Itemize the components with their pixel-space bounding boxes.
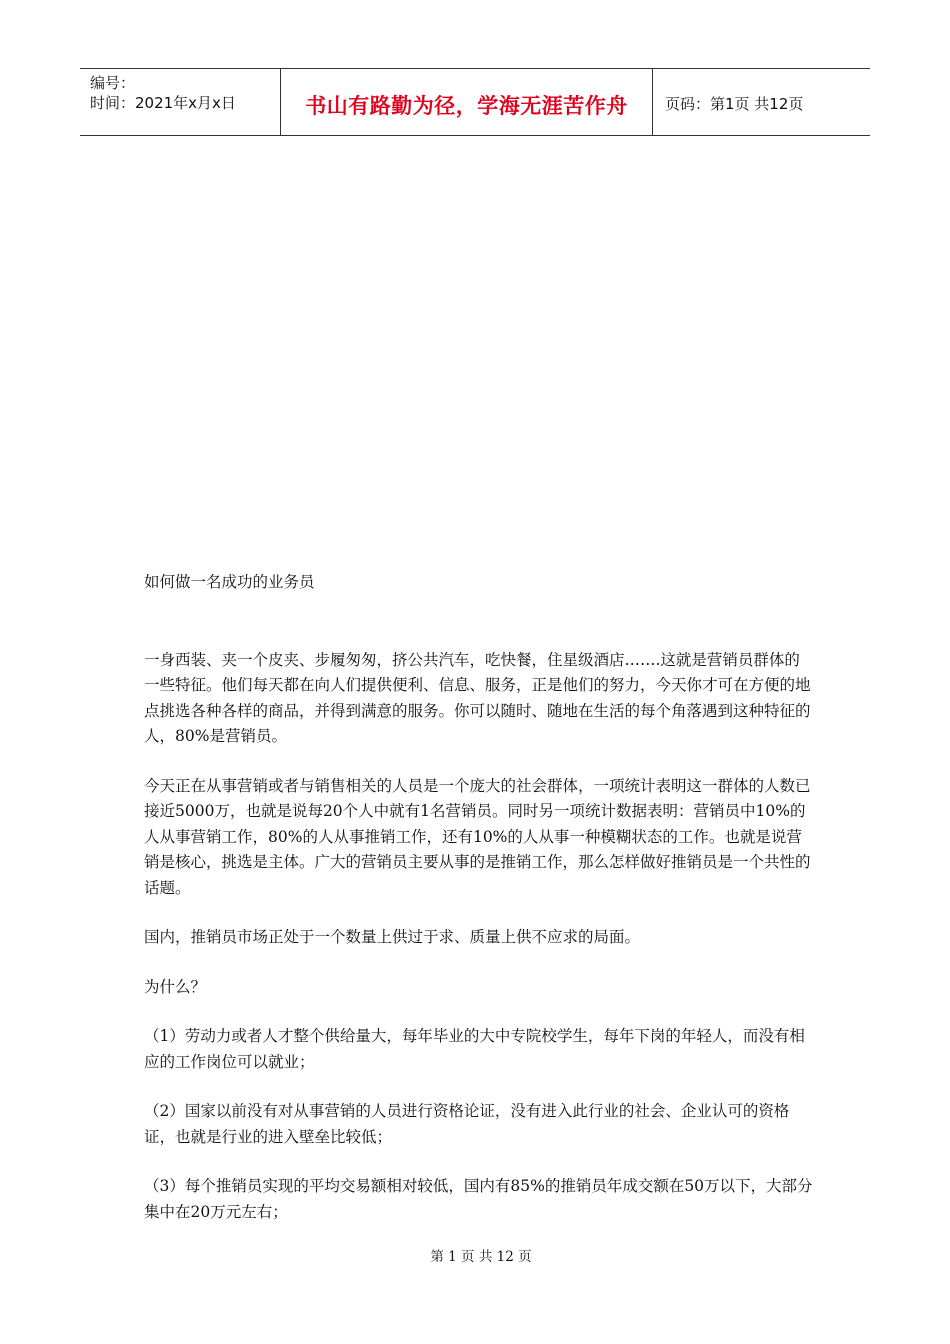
document-time-label: 时间：2021年x月x日 — [90, 94, 236, 112]
paragraph: （2）国家以前没有对从事营销的人员进行资格论证，没有进入此行业的社会、企业认可的资格证，也就是行业的进入壁垒比较低； — [144, 1102, 790, 1146]
paragraph: 今天正在从事营销或者与销售相关的人员是一个庞大的社会群体，一项统计表明这一群体的人数已接近5000万，也就是说每20个人中就有1名营销员。同时另一项统计数据表明：营销员中10%的人从事营销工作，80%的人从事推销工作，还有10%的人从事一种模糊状态的工作。也就是说营销是核心，挑选是主体。广大的营销员主要从事的是推销工作，那么怎样做好推销员是一个共性的话题。 — [144, 776, 811, 897]
header-motto-cell — [281, 69, 653, 135]
paragraph: 为什么？ — [144, 977, 207, 996]
paragraph: 一身西装、夹一个皮夹、步履匆匆，挤公共汽车，吃快餐，住星级酒店…….这就是营销员群体的一些特征。他们每天都在向人们提供便利、信息、服务，正是他们的努力，今天你才可在方便的地点挑选各种各样的商品，并得到满意的服务。你可以随时、随地在生活的每个角落遇到这种特征的人，80%是营销员。 — [144, 650, 811, 745]
paragraph: 国内，推销员市场正处于一个数量上供过于求、质量上供不应求的局面。 — [144, 928, 641, 946]
document-body — [144, 570, 814, 1249]
header-page-info: 页码：第1页 共12页 — [665, 95, 804, 113]
page-footer: 第 1 页 共 12 页 — [430, 1249, 532, 1265]
document-number-label: 编号： — [90, 74, 136, 92]
header-motto: 书山有路勤为径，学海无涯苦作舟 — [305, 94, 628, 118]
document-title: 如何做一名成功的业务员 — [144, 573, 315, 591]
header-meta — [80, 69, 281, 135]
paragraph: （1）劳动力或者人才整个供给量大，每年毕业的大中专院校学生，每年下岗的年轻人，而没有相应的工作岗位可以就业； — [144, 1027, 805, 1071]
paragraph: （3）每个推销员实现的平均交易额相对较低，国内有85%的推销员年成交额在50万以下，大部分集中在20万元左右； — [144, 1177, 813, 1221]
page-header — [80, 68, 870, 136]
